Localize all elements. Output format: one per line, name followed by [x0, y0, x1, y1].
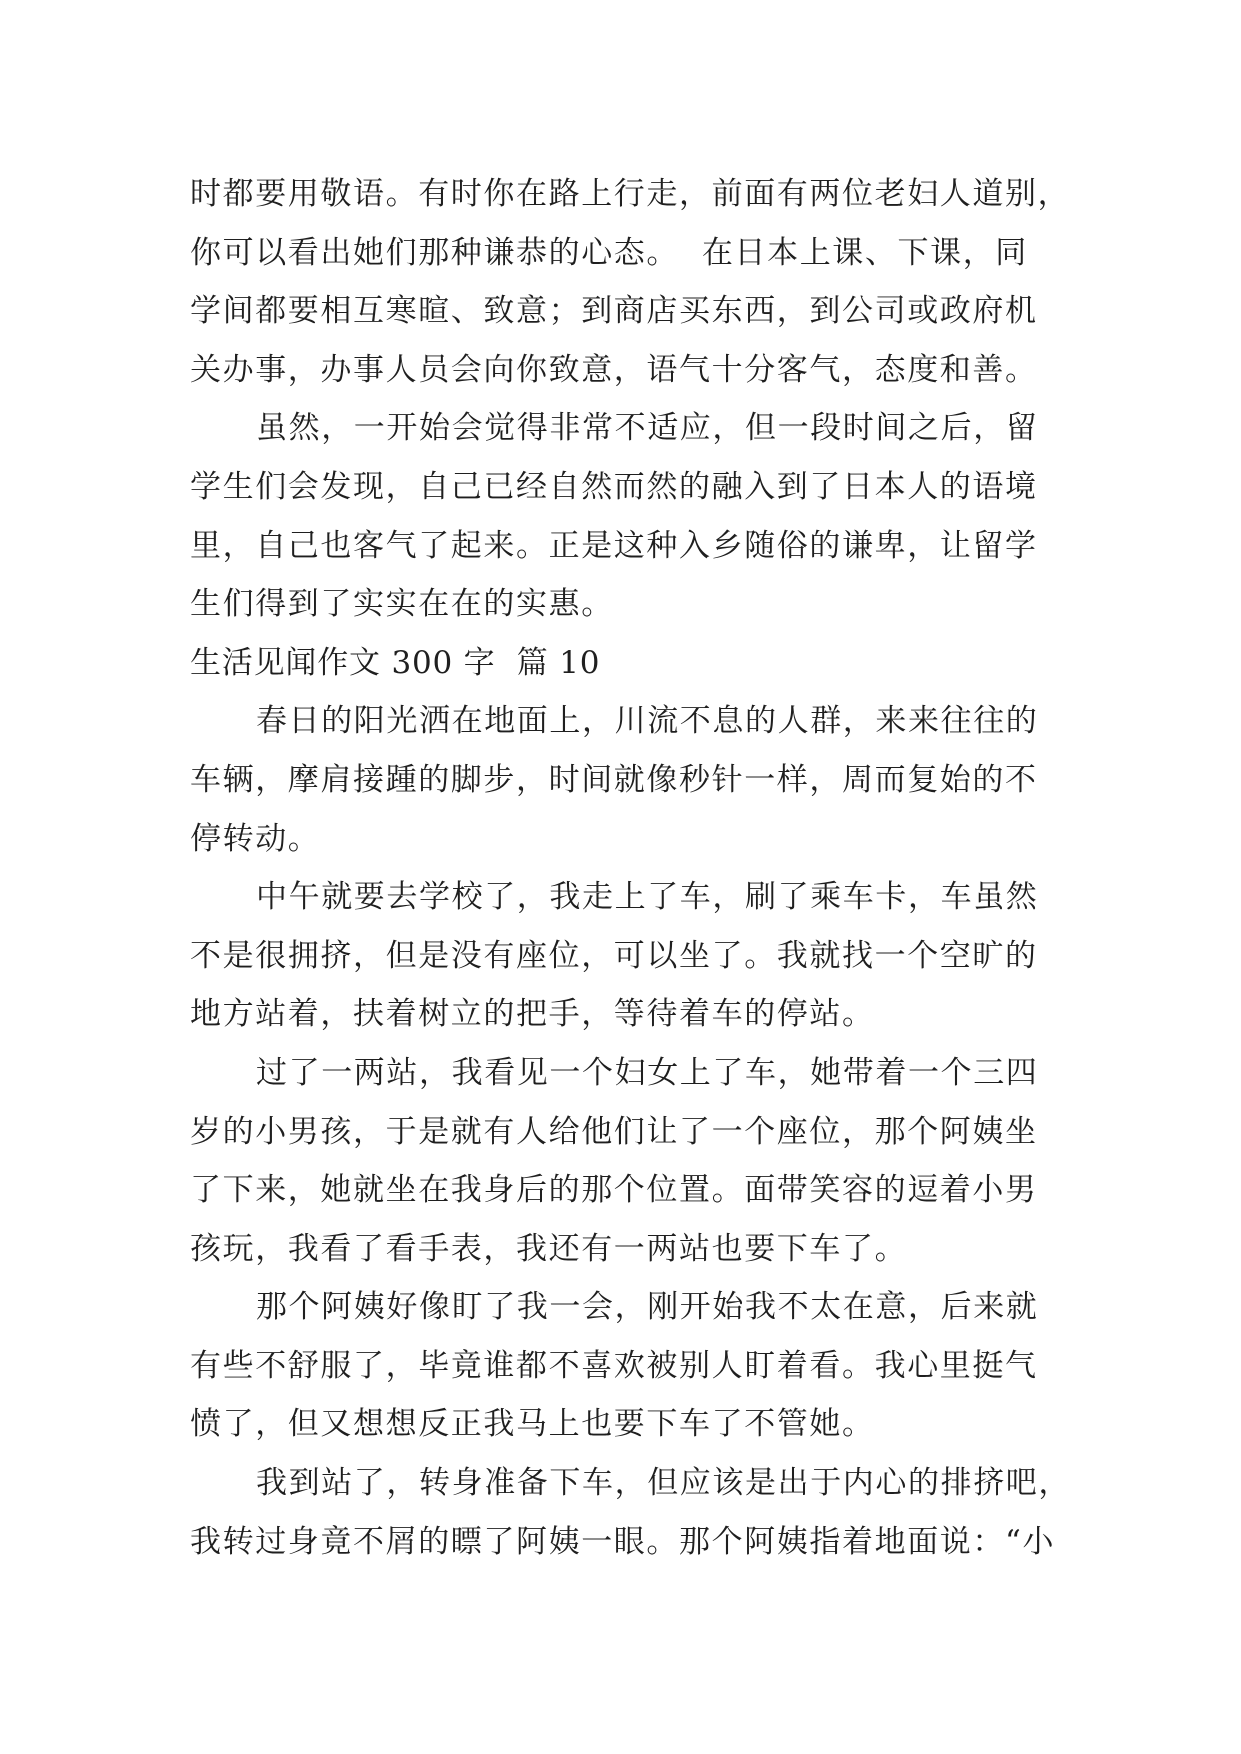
text-line: 孩玩，我看了看手表，我还有一两站也要下车了。: [190, 1230, 908, 1267]
text-line: 车辆，摩肩接踵的脚步，时间就像秒针一样，周而复始的不: [190, 761, 1038, 798]
text-line: 我到站了，转身准备下车，但应该是出于内心的排挤吧，: [256, 1465, 1071, 1502]
text-line: 我转过身竟不屑的瞟了阿姨一眼。那个阿姨指着地面说：“小: [190, 1523, 1056, 1560]
text-line: 里，自己也客气了起来。正是这种入乡随俗的谦卑，让留学: [190, 527, 1038, 564]
text-line: 学生们会发现，自己已经自然而然的融入到了日本人的语境: [190, 468, 1038, 505]
section-heading: 生活见闻作文 300 字 篇 10: [190, 644, 601, 681]
text-line: 你可以看出她们那种谦恭的心态。 在日本上课、下课，同: [190, 234, 1028, 271]
text-line: 岁的小男孩，于是就有人给他们让了一个座位，那个阿姨坐: [190, 1113, 1038, 1150]
text-line: 停转动。: [190, 820, 321, 857]
text-line: 了下来，她就坐在我身后的那个位置。面带笑容的逗着小男: [190, 1172, 1038, 1209]
text-line: 中午就要去学校了，我走上了车，刷了乘车卡，车虽然: [256, 879, 1039, 916]
text-line: 不是很拥挤，但是没有座位，可以坐了。我就找一个空旷的: [190, 937, 1038, 974]
text-line: 关办事，办事人员会向你致意，语气十分客气，态度和善。: [190, 351, 1038, 388]
document-body: [190, 165, 1070, 1571]
text-line: 春日的阳光洒在地面上，川流不息的人群，来来往往的: [256, 703, 1039, 740]
text-line: 过了一两站，我看见一个妇女上了车，她带着一个三四: [256, 1054, 1039, 1091]
text-line: 有些不舒服了，毕竟谁都不喜欢被别人盯着看。我心里挺气: [190, 1347, 1038, 1384]
text-line: 生们得到了实实在在的实惠。: [190, 586, 614, 623]
text-line: 那个阿姨好像盯了我一会，刚开始我不太在意，后来就: [256, 1289, 1039, 1326]
text-line: 愤了，但又想想反正我马上也要下车了不管她。: [190, 1406, 875, 1443]
text-line: 虽然，一开始会觉得非常不适应，但一段时间之后，留: [256, 410, 1039, 447]
text-line: 时都要用敬语。有时你在路上行走，前面有两位老妇人道别，: [190, 176, 1071, 212]
text-line: 地方站着，扶着树立的把手，等待着车的停站。: [190, 996, 875, 1033]
text-line: 学间都要相互寒暄、致意；到商店买东西，到公司或政府机: [190, 293, 1038, 330]
